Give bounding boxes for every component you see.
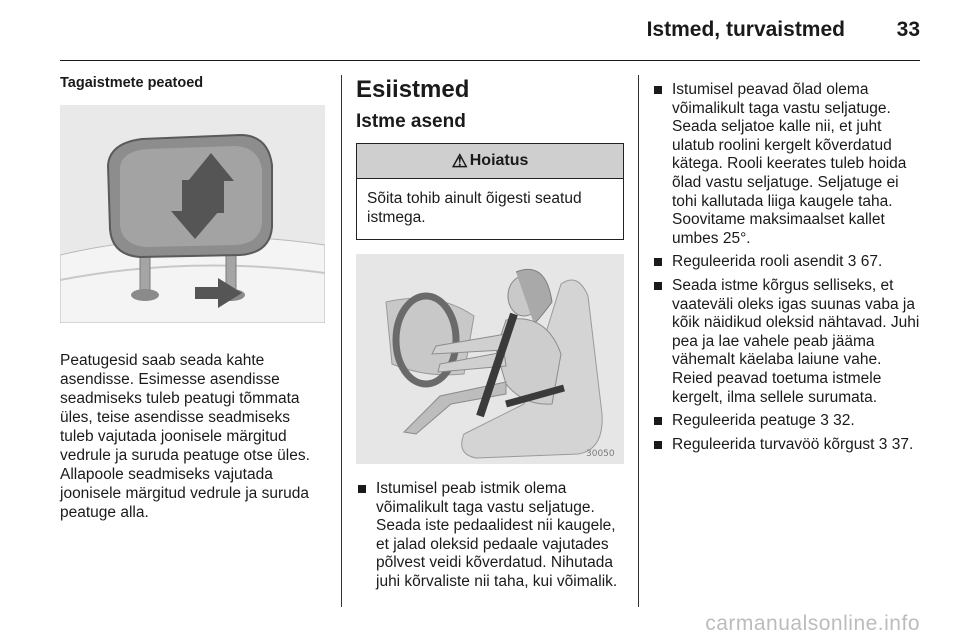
- list-item: Istumisel peavad õlad olema võimalikult taga vastu seljatuge. Seada seljatoe kalle nii, et juht ulatub roolini kergelt kõverdatud kätega. Rooli keerates tuleb hoida õlad vastu seljatuge. Seljatuge ei tohi kallutada liiga kaugele taha. Soovitame maksimaalset kallet umbes 25°.: [652, 81, 924, 248]
- list-item: Reguleerida peatuge 3 32.: [652, 412, 924, 431]
- list-item: Istumisel peab istmik olema võimalikult taga vastu seljatuge. Seada iste pedaalidest nii kaugele, et jalad oleksid pedaale vajutades põlvest veidi kõverdatud. Nihutada juhi kõrvaliste nii taha, kui võimalik.: [356, 480, 624, 592]
- figure-code: 30050: [586, 449, 615, 459]
- left-column: [60, 75, 325, 522]
- running-header-title: Istmed, turvaistmed: [646, 18, 845, 41]
- seat-position-bullets-right: [652, 81, 924, 454]
- right-column: [652, 75, 924, 459]
- rear-headrest-paragraph: Peatugesid saab seada kahte asendisse. Esimesse asendisse seadmiseks tuleb peatugi tõmmata üles, teise asendisse seadmiseks tuleb vajutada joonisele märgitud vedrule ja suruda peatuge otse üles. Allapoole seadmiseks vajutada joonisele märgitud vedrule ja suruda peatuge alla.: [60, 352, 310, 521]
- headrest-adjustment-illustration: [60, 105, 325, 323]
- list-item: Reguleerida rooli asendit 3 67.: [652, 253, 924, 272]
- section-title-rear-headrests: Tagaistmete peatoed: [60, 75, 204, 91]
- middle-column: [356, 75, 624, 597]
- warning-header: [357, 144, 623, 179]
- warning-title: Hoiatus: [469, 152, 529, 169]
- warning-triangle-icon: ⚠: [451, 150, 468, 171]
- warning-text: Sõita tohib ainult õigesti seatud istmega.: [367, 190, 582, 226]
- seat-position-bullets-middle: [356, 480, 624, 592]
- bullet-square-icon: [654, 417, 662, 425]
- bullet-square-icon: [654, 86, 662, 94]
- section-heading-front-seats: Esiistmed: [356, 76, 470, 103]
- bullet-square-icon: [654, 441, 662, 449]
- bullet-square-icon: [654, 258, 662, 266]
- subheading-seat-position: Istme asend: [356, 111, 466, 132]
- driver-seating-position-illustration: [356, 254, 624, 464]
- column-divider-left: [341, 75, 342, 607]
- list-item: Seada istme kõrgus selliseks, et vaateväli oleks igas suunas vaba ja kõik näidikud oleksid nähtavad. Juhi pea ja lae vahele peab jääma vähemalt käelaba laiune vahe. Reied peavad toetuma istmele kergelt, ilma sellele surumata.: [652, 277, 924, 407]
- header-rule: [60, 60, 920, 61]
- list-item: Reguleerida turvavöö kõrgust 3 37.: [652, 436, 924, 455]
- warning-box: [356, 143, 624, 240]
- page-number: 33: [896, 18, 920, 41]
- bullet-square-icon: [654, 282, 662, 290]
- column-divider-right: [638, 75, 639, 607]
- watermark: carmanualsonline.info: [705, 612, 920, 635]
- bullet-square-icon: [358, 485, 366, 493]
